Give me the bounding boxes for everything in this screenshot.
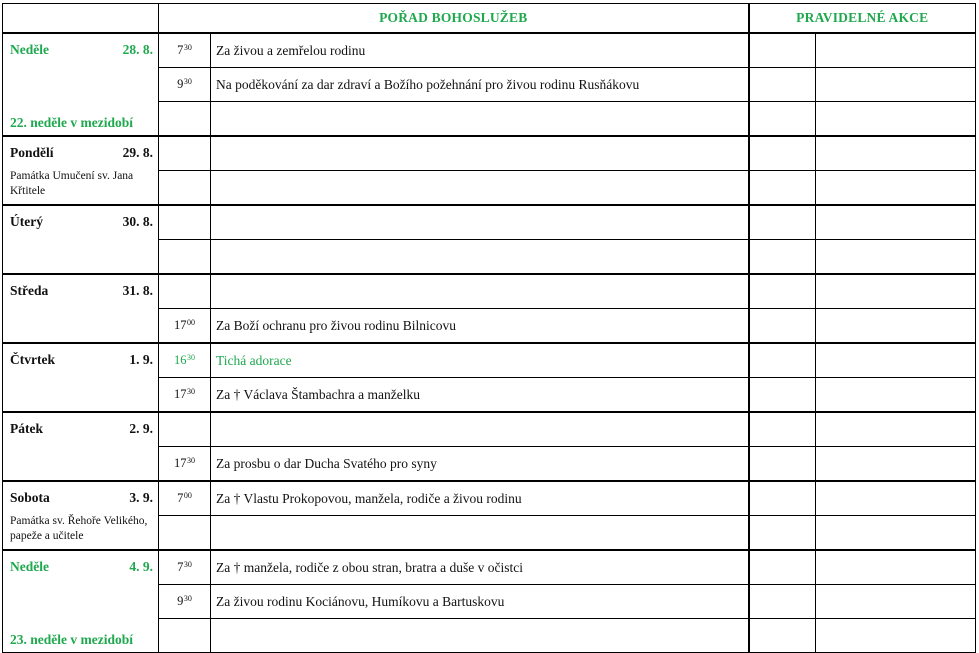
mass-intention: Za † manžela, rodiče z obou stran, bratra a duše v očistci bbox=[211, 550, 749, 585]
day-heading bbox=[3, 206, 158, 230]
mass-time bbox=[159, 378, 211, 413]
mass-time-minutes: 30 bbox=[187, 387, 195, 396]
schedule-row bbox=[3, 550, 976, 585]
event-description-cell bbox=[816, 240, 976, 275]
mass-time bbox=[159, 240, 211, 275]
feast-note: Památka sv. Řehoře Velikého, papeže a učitele bbox=[10, 515, 148, 542]
mass-time bbox=[159, 102, 211, 137]
day-cell bbox=[3, 205, 159, 274]
mass-time-hour: 16 bbox=[174, 353, 187, 367]
event-description-cell bbox=[816, 33, 976, 68]
mass-time-minutes: 00 bbox=[187, 318, 195, 327]
event-time-cell bbox=[749, 33, 816, 68]
mass-intention: Za † Vlastu Prokopovou, manžela, rodiče a živou rodinu bbox=[211, 481, 749, 516]
mass-time-minutes: 00 bbox=[183, 491, 192, 500]
event-time-cell bbox=[749, 343, 816, 378]
schedule-row bbox=[3, 481, 976, 516]
mass-time-minutes: 30 bbox=[183, 594, 192, 603]
mass-time-hour: 9 bbox=[177, 77, 184, 91]
event-description-cell bbox=[816, 516, 976, 551]
schedule-row bbox=[3, 33, 976, 68]
event-description-cell bbox=[816, 136, 976, 171]
mass-intention: Za prosbu o dar Ducha Svatého pro syny bbox=[211, 447, 749, 482]
header-day-cell bbox=[3, 4, 159, 34]
schedule-row bbox=[3, 136, 976, 171]
mass-time bbox=[159, 585, 211, 619]
mass-time-hour: 9 bbox=[177, 594, 184, 608]
event-description-cell bbox=[816, 171, 976, 206]
mass-time-hour: 17 bbox=[174, 318, 187, 332]
event-time-cell bbox=[749, 171, 816, 206]
liturgical-sunday: 23. neděle v mezidobí bbox=[10, 632, 133, 647]
event-description-cell bbox=[816, 274, 976, 309]
header-row bbox=[3, 4, 976, 34]
event-description-cell bbox=[816, 343, 976, 378]
mass-intention: Za Boží ochranu pro živou rodinu Bilnicovu bbox=[211, 309, 749, 344]
day-name: Středa bbox=[10, 283, 49, 298]
event-description-cell bbox=[816, 205, 976, 240]
event-time-cell bbox=[749, 412, 816, 447]
mass-intention bbox=[211, 205, 749, 240]
mass-intention bbox=[211, 136, 749, 171]
mass-intention bbox=[211, 274, 749, 309]
event-description-cell bbox=[816, 481, 976, 516]
day-heading bbox=[3, 34, 158, 58]
day-cell bbox=[3, 274, 159, 343]
day-date: 2. 9. bbox=[129, 421, 153, 436]
mass-intention: Za † Václava Štambachra a manželku bbox=[211, 378, 749, 413]
event-description-cell bbox=[816, 619, 976, 653]
mass-time bbox=[159, 516, 211, 551]
mass-intention bbox=[211, 171, 749, 206]
day-name: Sobota bbox=[10, 490, 50, 505]
event-description-cell bbox=[816, 309, 976, 344]
day-date: 4. 9. bbox=[129, 559, 153, 574]
event-time-cell bbox=[749, 136, 816, 171]
mass-intention: Tichá adorace bbox=[211, 343, 749, 378]
mass-intention bbox=[211, 412, 749, 447]
mass-time-hour: 17 bbox=[174, 456, 187, 470]
mass-time-hour: 7 bbox=[177, 43, 184, 57]
services-title: POŘAD BOHOSLUŽEB bbox=[159, 4, 749, 34]
events-title: PRAVIDELNÉ AKCE bbox=[749, 4, 976, 34]
event-time-cell bbox=[749, 309, 816, 344]
event-description-cell bbox=[816, 550, 976, 585]
mass-time bbox=[159, 68, 211, 102]
liturgical-sunday: 22. neděle v mezidobí bbox=[10, 115, 133, 130]
mass-time bbox=[159, 550, 211, 585]
event-description-cell bbox=[816, 378, 976, 413]
mass-time bbox=[159, 343, 211, 378]
schedule-row bbox=[3, 274, 976, 309]
event-description-cell bbox=[816, 412, 976, 447]
event-description-cell bbox=[816, 68, 976, 102]
mass-time bbox=[159, 136, 211, 171]
day-date: 31. 8. bbox=[122, 283, 153, 298]
mass-intention: Na poděkování za dar zdraví a Božího požehnání pro živou rodinu Rusňákovu bbox=[211, 68, 749, 102]
day-heading bbox=[3, 275, 158, 299]
mass-time bbox=[159, 412, 211, 447]
event-time-cell bbox=[749, 447, 816, 482]
mass-intention bbox=[211, 516, 749, 551]
mass-time bbox=[159, 447, 211, 482]
day-name: Pondělí bbox=[10, 145, 54, 160]
day-heading bbox=[3, 551, 158, 575]
mass-time bbox=[159, 33, 211, 68]
event-time-cell bbox=[749, 550, 816, 585]
mass-intention: Za živou rodinu Kociánovu, Humíkovu a Bartuskovu bbox=[211, 585, 749, 619]
day-cell bbox=[3, 550, 159, 653]
event-time-cell bbox=[749, 68, 816, 102]
day-date: 3. 9. bbox=[129, 490, 153, 505]
day-name: Čtvrtek bbox=[10, 352, 55, 367]
day-heading bbox=[3, 344, 158, 368]
day-name: Neděle bbox=[10, 42, 49, 57]
day-date: 28. 8. bbox=[122, 42, 153, 57]
mass-time-minutes: 30 bbox=[183, 560, 192, 569]
mass-time-minutes: 30 bbox=[183, 77, 192, 86]
day-cell bbox=[3, 412, 159, 481]
event-time-cell bbox=[749, 585, 816, 619]
day-name: Pátek bbox=[10, 421, 43, 436]
event-time-cell bbox=[749, 240, 816, 275]
day-cell bbox=[3, 481, 159, 550]
mass-time-hour: 17 bbox=[174, 387, 187, 401]
mass-time bbox=[159, 619, 211, 653]
mass-intention: Za živou a zemřelou rodinu bbox=[211, 33, 749, 68]
mass-time bbox=[159, 171, 211, 206]
mass-time-minutes: 30 bbox=[187, 456, 195, 465]
mass-time bbox=[159, 309, 211, 344]
day-heading bbox=[3, 137, 158, 161]
day-heading bbox=[3, 413, 158, 437]
day-cell bbox=[3, 343, 159, 412]
mass-time bbox=[159, 274, 211, 309]
schedule-row bbox=[3, 205, 976, 240]
mass-time-minutes: 30 bbox=[183, 43, 192, 52]
mass-time bbox=[159, 481, 211, 516]
schedule-table bbox=[2, 3, 976, 653]
event-description-cell bbox=[816, 102, 976, 137]
day-heading bbox=[3, 482, 158, 506]
mass-intention bbox=[211, 619, 749, 653]
day-date: 30. 8. bbox=[122, 214, 153, 229]
mass-intention bbox=[211, 240, 749, 275]
event-description-cell bbox=[816, 447, 976, 482]
day-date: 29. 8. bbox=[122, 145, 153, 160]
feast-note: Památka Umučení sv. Jana Křtitele bbox=[10, 170, 134, 197]
day-name: Úterý bbox=[10, 214, 43, 229]
event-description-cell bbox=[816, 585, 976, 619]
day-cell bbox=[3, 33, 159, 136]
day-date: 1. 9. bbox=[129, 352, 153, 367]
mass-time-hour: 7 bbox=[177, 491, 184, 505]
event-time-cell bbox=[749, 102, 816, 137]
mass-time bbox=[159, 205, 211, 240]
event-time-cell bbox=[749, 378, 816, 413]
mass-intention bbox=[211, 102, 749, 137]
day-cell bbox=[3, 136, 159, 205]
event-time-cell bbox=[749, 481, 816, 516]
schedule-sheet bbox=[2, 3, 976, 653]
event-time-cell bbox=[749, 619, 816, 653]
event-time-cell bbox=[749, 516, 816, 551]
day-name: Neděle bbox=[10, 559, 49, 574]
event-time-cell bbox=[749, 274, 816, 309]
mass-time-hour: 7 bbox=[177, 560, 184, 574]
schedule-row bbox=[3, 412, 976, 447]
event-time-cell bbox=[749, 205, 816, 240]
mass-time-minutes: 30 bbox=[187, 353, 195, 362]
schedule-row bbox=[3, 343, 976, 378]
